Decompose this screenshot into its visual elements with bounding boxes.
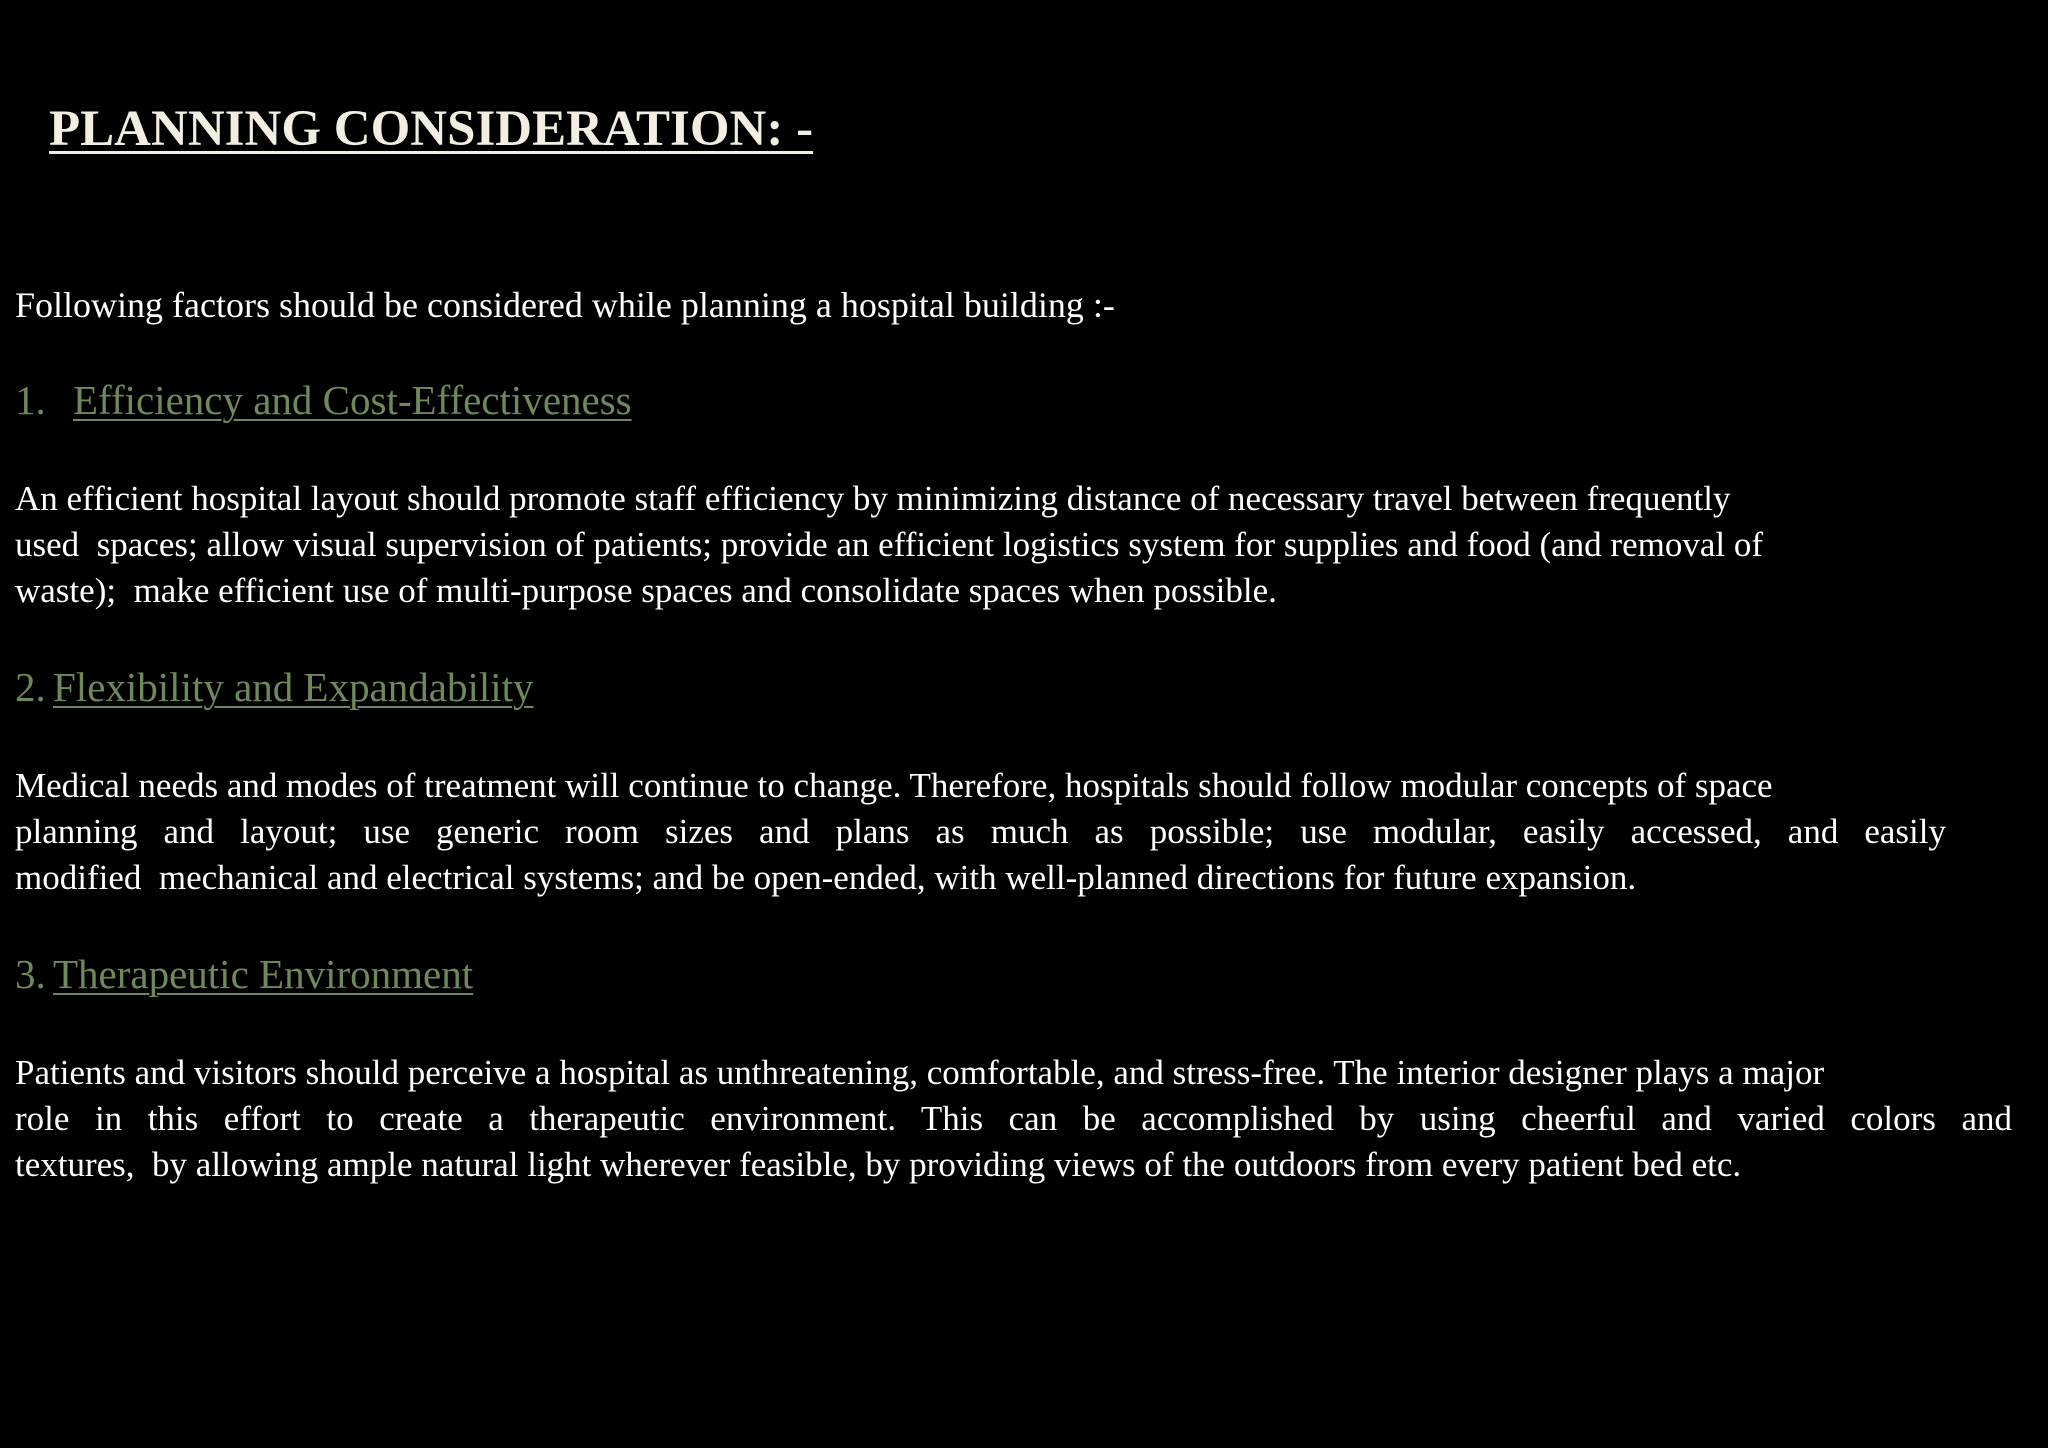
section-heading-flexibility xyxy=(15,663,534,711)
section-paragraph-flexibility xyxy=(15,763,1946,901)
section-heading-label: Flexibility and Expandability xyxy=(53,664,534,710)
section-heading-efficiency xyxy=(15,376,632,424)
paragraph-line: Medical needs and modes of treatment will continue to change. Therefore, hospitals should follow modular concepts of space xyxy=(15,766,1773,805)
section-number: 1. xyxy=(15,377,46,423)
intro-text: Following factors should be considered while planning a hospital building :- xyxy=(15,285,1115,325)
paragraph-line: planning and layout; use generic room sizes and plans as much as possible; use modular, easily accessed, and easily xyxy=(15,812,1946,851)
section-number: 3. xyxy=(15,951,46,997)
section-heading-therapeutic xyxy=(15,950,473,998)
section-number: 2. xyxy=(15,664,46,710)
section-paragraph-efficiency xyxy=(15,476,1935,614)
paragraph-line: waste); make efficient use of multi-purpose spaces and consolidate spaces when possible. xyxy=(15,571,1277,610)
page-title: PLANNING CONSIDERATION: - xyxy=(49,101,814,157)
paragraph-line: modified mechanical and electrical systems; and be open-ended, with well-planned directions for future expansion. xyxy=(15,858,1637,897)
section-heading-label: Efficiency and Cost-Effectiveness xyxy=(73,377,632,423)
paragraph-line: role in this effort to create a therapeutic environment. This can be accomplished by using cheerful and varied colors and xyxy=(15,1099,2012,1138)
paragraph-line: Patients and visitors should perceive a hospital as unthreatening, comfortable, and stress-free. The interior designer plays a major xyxy=(15,1053,1825,1092)
section-paragraph-therapeutic xyxy=(15,1050,2012,1188)
paragraph-line: used spaces; allow visual supervision of patients; provide an efficient logistics system for supplies and food (and removal of xyxy=(15,525,1764,564)
paragraph-line: textures, by allowing ample natural light wherever feasible, by providing views of the outdoors from every patient bed etc. xyxy=(15,1145,1742,1184)
section-heading-label: Therapeutic Environment xyxy=(53,951,474,997)
paragraph-line: An efficient hospital layout should promote staff efficiency by minimizing distance of necessary travel between frequently xyxy=(15,479,1731,518)
